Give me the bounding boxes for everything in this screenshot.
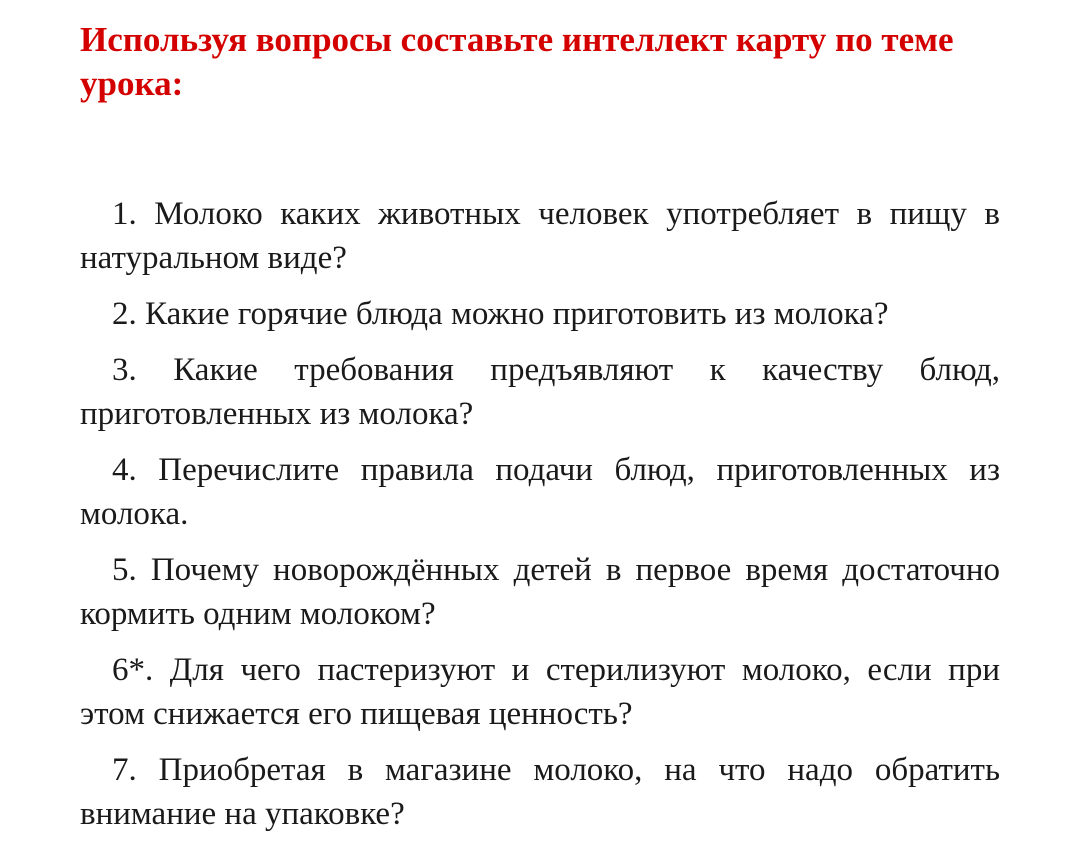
- question-item: 7. Приобретая в магазине молоко, на что надо обратить внимание на упаковке?: [80, 752, 1000, 832]
- question-item: 1. Молоко каких животных человек употребляет в пищу в натуральном виде?: [80, 196, 1000, 276]
- question-item: 3. Какие требования предъявляют к качеству блюд, приготовленных из молока?: [80, 352, 1000, 432]
- document-page: [80, 18, 1000, 832]
- page-title: Используя вопросы составьте интеллект карту по теме урока:: [80, 20, 954, 103]
- question-list: [80, 192, 1000, 848]
- question-item: 4. Перечислите правила подачи блюд, приготовленных из молока.: [80, 452, 1000, 532]
- question-item: 6*. Для чего пастеризуют и стерилизуют молоко, если при этом снижается его пищевая ценность?: [80, 652, 1000, 732]
- question-item: 2. Какие горячие блюда можно приготовить из молока?: [112, 296, 889, 332]
- question-item: 5. Почему новорождённых детей в первое время достаточно кормить одним молоком?: [80, 552, 1000, 632]
